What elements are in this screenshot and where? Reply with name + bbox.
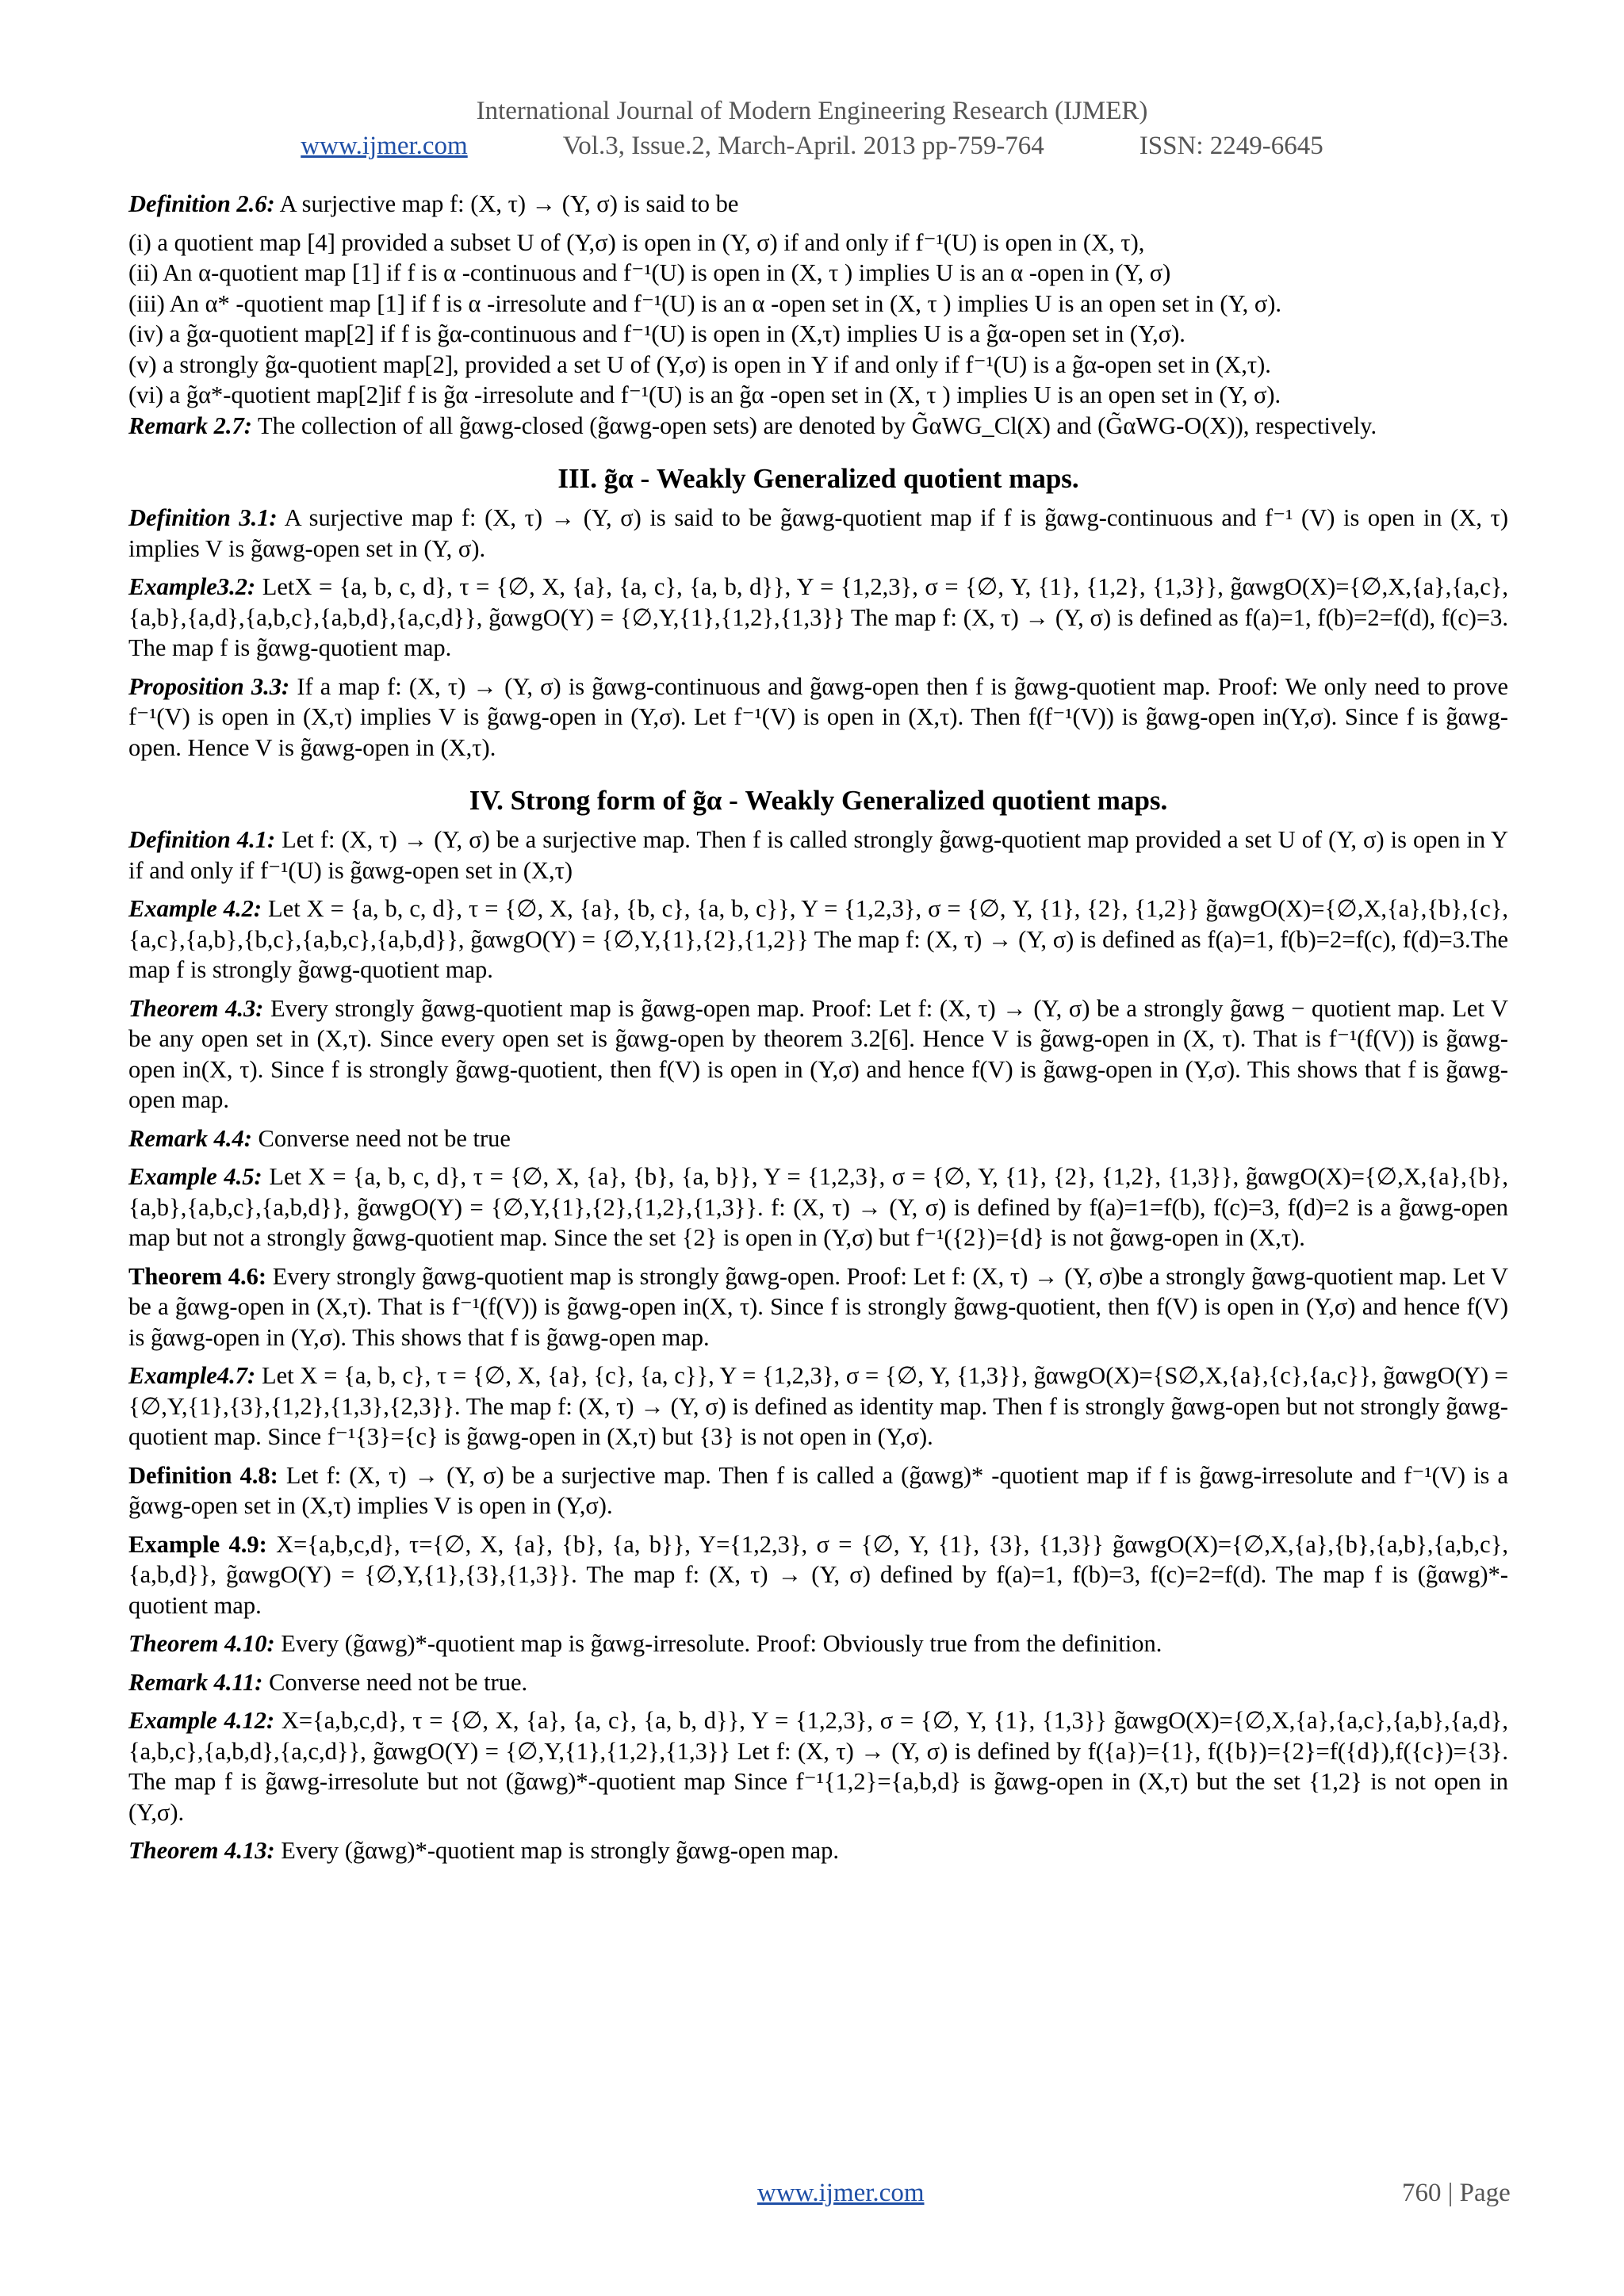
list-item bbox=[128, 258, 1508, 289]
section-heading: III. g̃α - Weakly Generalized quotient maps. bbox=[557, 463, 1079, 494]
labeled-paragraph bbox=[128, 1460, 1508, 1521]
section-heading: IV. Strong form of g̃α - Weakly Generalized quotient maps. bbox=[469, 785, 1168, 816]
paragraph-text: LetX = {a, b, c, d}, τ = {∅, X, {a}, {a, c}, {a, b, d}}, Y = {1,2,3}, σ = {∅, Y, {1}, {1,2}, {1,3}}, g̃αwgO(X)={∅,X,{a},{a,c},{a,b},{a,d},{a,b,c},{a,b,d},{a,c,d}}, g̃αwgO(Y) = {∅,Y,{1},{1,2},{1,3}} The map f: (X, τ) → (Y, σ) is defined as f(a)=1, f(b)=2=f(d), f(c)=3. The map f is g̃αwg-quotient map. bbox=[128, 573, 1509, 661]
article-body bbox=[128, 189, 1508, 1874]
list-item bbox=[128, 289, 1508, 320]
labeled-paragraph bbox=[128, 1261, 1508, 1353]
paragraph-label: Theorem 4.3: bbox=[128, 994, 264, 1022]
paragraph-label: Remark 4.11: bbox=[128, 1668, 263, 1696]
header-volume: Vol.3, Issue.2, March-April. 2013 pp-759-764 bbox=[562, 132, 1044, 160]
paragraph-text: Let X = {a, b, c, d}, τ = {∅, X, {a}, {b}, {a, b}}, Y = {1,2,3}, σ = {∅, Y, {1}, {2}, {1,2}, {1,3}}, g̃αwgO(X)={∅,X,{a},{b},{a,b},{a,b,c},{a,b,d}}, g̃αwgO(Y) = {∅,Y,{1},{2},{1,2},{1,3}}. f: (X, τ) → (Y, σ) is defined by f(a)=1=f(b), f(c)=3, f(d)=2 is a g̃αwg-open map but not a strongly g̃αwg-quotient map. Since the set {2} is open in (Y,σ) but f⁻¹({2})={d} is not g̃αwg-open in (X,τ). bbox=[128, 1163, 1508, 1251]
paragraph-text: Converse need not be true. bbox=[269, 1668, 528, 1696]
paragraph-label: Definition 3.1: bbox=[128, 504, 278, 531]
paragraph-text: Let f: (X, τ) → (Y, σ) be a surjective map. Then f is called a (g̃αwg)* -quotient map if f is g̃αwg-irresolute and f⁻¹(V) is a g̃αwg-open set in (X,τ) implies V is open in (Y,σ). bbox=[128, 1461, 1509, 1519]
paragraph-label: Definition 4.1: bbox=[128, 826, 276, 853]
paragraph-label: Example 4.12: bbox=[128, 1707, 275, 1734]
paragraph-text: If a map f: (X, τ) → (Y, σ) is g̃αwg-continuous and g̃αwg-open then f is g̃αwg-quotient map. Proof: We only need to prove f⁻¹(V) is open in (X,τ) implies V is g̃αwg-open in (Y,σ). Let f⁻¹(V) is open in (X,τ). Then f(f⁻¹(V)) is g̃αwg-open in(Y,σ). Since f is g̃αwg-open. Hence V is g̃αwg-open in (X,τ). bbox=[128, 672, 1509, 761]
paragraph-text: X={a,b,c,d}, τ={∅, X, {a}, {b}, {a, b}}, Y={1,2,3}, σ = {∅, Y, {1}, {3}, {1,3}} g̃αwgO(X)={∅,X,{a},{b},{a,b},{a,b,c},{a,b,d}}, g̃αwgO(Y) = {∅,Y,{1},{3},{1,3}}. The map f: (X, τ) → (Y, σ) defined by f(a)=1, f(b)=3, f(c)=2=f(d). The map f is (g̃αwg)*-quotient map. bbox=[128, 1530, 1508, 1619]
labeled-paragraph bbox=[128, 1835, 1508, 1866]
journal-name: International Journal of Modern Engineering Research (IJMER) bbox=[476, 97, 1148, 125]
paragraph-text: The collection of all g̃αwg-closed (g̃αwg-open sets) are denoted by G̃αWG_Cl(X) and (G̃αWG-O(X)), respectively. bbox=[257, 411, 1377, 439]
paragraph-text: A surjective map f: (X, τ) → (Y, σ) is said to be g̃αwg-quotient map if f is g̃αwg-continuous and f⁻¹ (V) is open in (X, τ) implies V is g̃αwg-open set in (Y, σ). bbox=[128, 504, 1509, 562]
paragraph-label: Example 4.5: bbox=[128, 1163, 262, 1190]
header-website-link[interactable]: www.ijmer.com bbox=[301, 132, 468, 160]
paragraph-label: Theorem 4.13: bbox=[128, 1837, 275, 1864]
footer-website-link[interactable]: www.ijmer.com bbox=[757, 2179, 925, 2207]
paragraph-text: (vi) a g̃α*-quotient map[2]if f is g̃α -irresolute and f⁻¹(U) is an g̃α -open set in (X, τ ) implies U is an open set in (Y, σ). bbox=[128, 381, 1281, 408]
list-item bbox=[128, 319, 1508, 350]
header-meta-line bbox=[0, 128, 1624, 163]
labeled-paragraph bbox=[128, 894, 1508, 985]
labeled-paragraph bbox=[128, 1529, 1508, 1621]
labeled-paragraph bbox=[128, 672, 1508, 763]
paragraph-text: (iii) An α* -quotient map [1] if f is α -irresolute and f⁻¹(U) is an α -open set in (X, τ ) implies U is an open set in (Y, σ). bbox=[128, 289, 1282, 317]
paragraph-text: (i) a quotient map [4] provided a subset U of (Y,σ) is open in (Y, σ) if and only if f⁻¹(U) is open in (X, τ), bbox=[128, 228, 1145, 256]
paragraph-label: Example3.2: bbox=[128, 573, 256, 600]
paragraph-label: Example 4.2: bbox=[128, 895, 262, 922]
paragraph-label: Remark 4.4: bbox=[128, 1124, 252, 1152]
paragraph-label: Example 4.9: bbox=[128, 1530, 267, 1558]
labeled-paragraph bbox=[128, 825, 1508, 886]
paragraph-text: Every (g̃αwg)*-quotient map is strongly g̃αwg-open map. bbox=[281, 1837, 839, 1864]
labeled-paragraph bbox=[128, 1161, 1508, 1253]
paragraph-text: Converse need not be true bbox=[258, 1124, 511, 1152]
list-item bbox=[128, 350, 1508, 381]
paragraph-label: Definition 2.6: bbox=[128, 190, 275, 217]
page-number: 760 | Page bbox=[1402, 2179, 1511, 2207]
paragraph-text: Let f: (X, τ) → (Y, σ) be a surjective map. Then f is called strongly g̃αwg-quotient map provided a set U of (Y, σ) is open in Y if and only if f⁻¹(U) is g̃αwg-open set in (X,τ) bbox=[128, 826, 1509, 884]
labeled-paragraph bbox=[128, 1360, 1508, 1452]
paragraph-text: A surjective map f: (X, τ) → (Y, σ) is said to be bbox=[279, 190, 739, 217]
paragraph-text: (iv) a g̃α-quotient map[2] if f is g̃α-continuous and f⁻¹(U) is open in (X,τ) implies U is a g̃α-open set in (Y,σ). bbox=[128, 320, 1185, 347]
paragraph-text: (v) a strongly g̃α-quotient map[2], provided a set U of (Y,σ) is open in Y if and only if f⁻¹(U) is a g̃α-open set in (X,τ). bbox=[128, 350, 1271, 378]
labeled-paragraph bbox=[128, 572, 1508, 664]
list-item bbox=[128, 380, 1508, 411]
labeled-paragraph bbox=[128, 189, 1508, 220]
labeled-paragraph bbox=[128, 993, 1508, 1115]
paragraph-text: Every (g̃αwg)*-quotient map is g̃αwg-irresolute. Proof: Obviously true from the definition. bbox=[281, 1630, 1162, 1657]
paragraph-text: Every strongly g̃αwg-quotient map is g̃αwg-open map. Proof: Let f: (X, τ) → (Y, σ) be a strongly g̃αwg − quotient map. Let V be any open set in (X,τ). Since every open set is g̃αwg-open by theorem 3.2[6]. Hence V is g̃αwg-open in (X, τ). That is f⁻¹(f(V)) is g̃αwg-open in(X, τ). Since f is strongly g̃αwg-quotient, then f(V) is open in (Y,σ) and hence f(V) is g̃αwg-open in (Y,σ). This shows that f is g̃αwg-open map. bbox=[128, 994, 1509, 1113]
paragraph-label: Example4.7: bbox=[128, 1362, 256, 1389]
paragraph-text: (ii) An α-quotient map [1] if f is α -continuous and f⁻¹(U) is open in (X, τ ) implies U is an α -open in (Y, σ) bbox=[128, 259, 1171, 286]
labeled-paragraph bbox=[128, 1628, 1508, 1659]
paragraph-label: Theorem 4.10: bbox=[128, 1630, 275, 1657]
paragraph-label: Remark 2.7: bbox=[128, 411, 252, 439]
paragraph-label: Theorem 4.6: bbox=[128, 1262, 267, 1290]
labeled-paragraph bbox=[128, 1705, 1508, 1827]
labeled-paragraph bbox=[128, 503, 1508, 564]
list-item bbox=[128, 228, 1508, 258]
paragraph-label: Definition 4.8: bbox=[128, 1461, 278, 1489]
paragraph-text: Let X = {a, b, c}, τ = {∅, X, {a}, {c}, {a, c}}, Y = {1,2,3}, σ = {∅, Y, {1,3}}, g̃αwgO(X)={S∅,X,{a},{c},{a,c}}, g̃αwgO(Y) = {∅,Y,{1},{3},{1,2},{1,3},{2,3}}. The map f: (X, τ) → (Y, σ) is defined as identity map. Then f is strongly g̃αwg-open but not strongly g̃αwg-quotient map. Since f⁻¹{3}={c} is g̃αwg-open in (X,τ) but {3} is not open in (Y,σ). bbox=[128, 1362, 1508, 1450]
labeled-paragraph bbox=[128, 1667, 1508, 1698]
paragraph-text: Let X = {a, b, c, d}, τ = {∅, X, {a}, {b, c}, {a, b, c}}, Y = {1,2,3}, σ = {∅, Y, {1}, {2}, {1,2}} g̃αwgO(X)={∅,X,{a},{b},{c},{a,c},{a,b},{b,c},{a,b,c},{a,b,d}}, g̃αwgO(Y) = {∅,Y,{1},{2},{1,2}} The map f: (X, τ) → (Y, σ) is defined as f(a)=1, f(b)=2=f(c), f(d)=3.The map f is strongly g̃αwg-quotient map. bbox=[128, 895, 1509, 983]
running-header bbox=[0, 94, 1624, 163]
paragraph-label: Proposition 3.3: bbox=[128, 672, 290, 700]
paragraph-text: Every strongly g̃αwg-quotient map is strongly g̃αwg-open. Proof: Let f: (X, τ) → (Y, σ)be a strongly g̃αwg-quotient map. Let V be a g̃αwg-open in (X,τ). That is f⁻¹(f(V)) is g̃αwg-open in(X, τ). Since f is strongly g̃αwg-quotient, then f(V) is open in (Y,σ) and hence f(V) is g̃αwg-open in (Y,σ). This shows that f is g̃αwg-open map. bbox=[128, 1262, 1509, 1351]
header-issn: ISSN: 2249-6645 bbox=[1139, 132, 1323, 160]
paragraph-text: X={a,b,c,d}, τ = {∅, X, {a}, {a, c}, {a, b, d}}, Y = {1,2,3}, σ = {∅, Y, {1}, {1,3}} g̃αwgO(X)={∅,X,{a},{a,c},{a,b},{a,d},{a,b,c},{a,b,d},{a,c,d}}, g̃αwgO(Y) = {∅,Y,{1},{1,2},{1,3}} Let f: (X, τ) → (Y, σ) is defined by f({a})={1}, f({b})={2}=f({d}),f({c})={3}. The map f is g̃αwg-irresolute but not (g̃αwg)*-quotient map Since f⁻¹{1,2}={a,b,d} is g̃αwg-open in (X,τ) but the set {1,2} is not open in (Y,σ). bbox=[128, 1707, 1508, 1826]
labeled-paragraph bbox=[128, 411, 1508, 442]
labeled-paragraph bbox=[128, 1123, 1508, 1154]
